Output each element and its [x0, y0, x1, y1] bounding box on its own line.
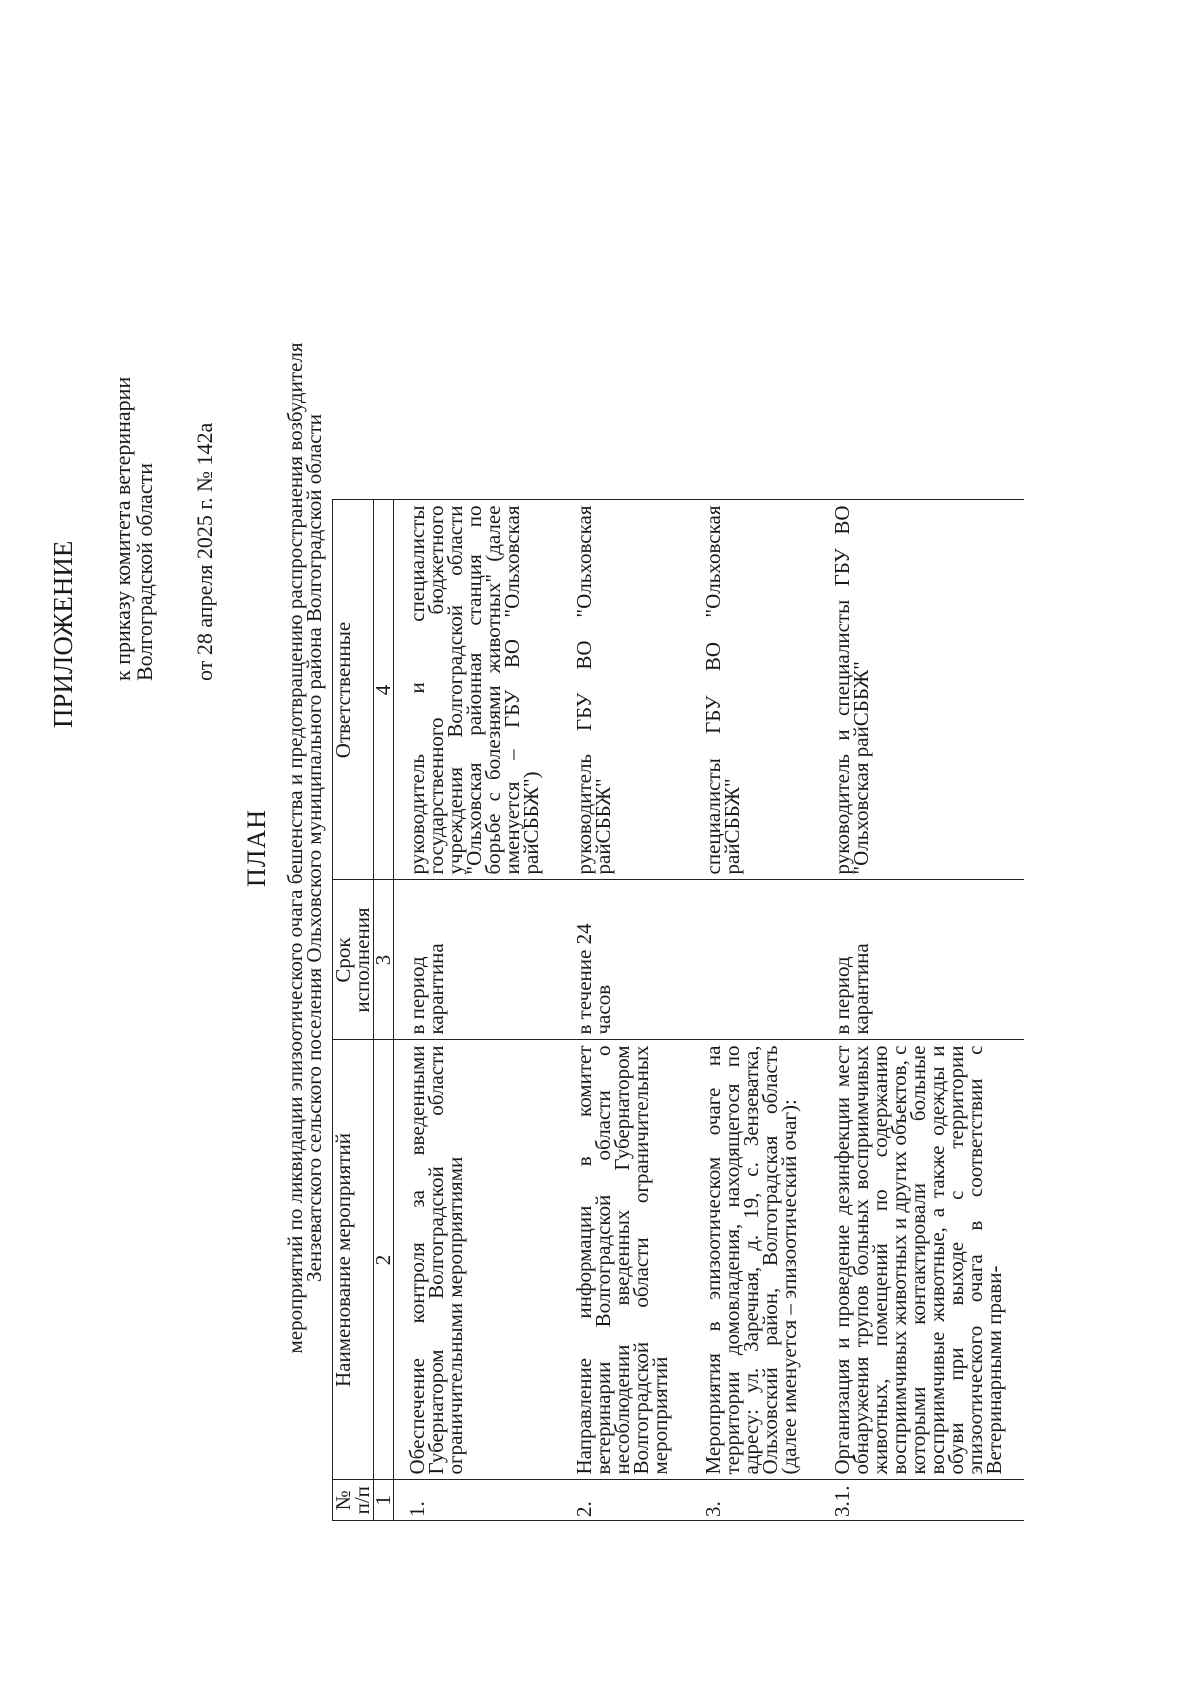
header-name: Наименование мероприятий: [333, 1040, 374, 1480]
row-responsible-line2: райСББЖ": [720, 778, 744, 875]
appendix-title: ПРИЛОЖЕНИЕ: [48, 540, 78, 728]
header-term: Срок исполнения: [333, 880, 374, 1040]
row-responsible: руководитель и специалисты государственного бюджетного учреждения Волгоградской области "Ольховская районная станция по борьбе с болезнями животных" (далее именуется – ГБУ ВО "Ольховская райСББЖ"): [394, 500, 562, 880]
row-measure: Обеспечение контроля за введенными Губернатором Волгоградской области ограничительными мероприятиями: [394, 1040, 562, 1480]
row-number: 3.: [690, 1480, 819, 1521]
col-number: 1: [374, 1480, 394, 1521]
row-term: [690, 880, 819, 1040]
column-number-row: [374, 500, 394, 1521]
row-number: 2.: [561, 1480, 690, 1521]
row-responsible-line1: руководитель ГБУ ВО "Ольховская: [572, 505, 596, 875]
row-measure: Направление информации в комитет ветеринарии Волгоградской области о несоблюдении введенных Губернатором Волгоградской области ограничительных мероприятий: [561, 1040, 690, 1480]
plan-subtitle-line1: мероприятий по ликвидации эпизоотического очага бешенства и предотвращению распространения возбудителя: [283, 342, 307, 1354]
row-responsible: [819, 500, 1024, 880]
order-reference-line1: к приказу комитета ветеринарии: [110, 376, 135, 681]
row-number: 3.1.: [819, 1480, 1024, 1521]
plan-heading: ПЛАН: [242, 809, 271, 887]
row-measure: Мероприятия в эпизоотическом очаге на территории домовладения, находящегося по адресу: ул. Заречная, д. 19, с. Зензеватка, Ольховский район, Волгоградская область (далее именуется – эпизоотический очаг):: [690, 1040, 819, 1480]
table-row: [690, 500, 819, 1521]
table-row: [561, 500, 690, 1521]
row-term: в период карантина: [819, 880, 1024, 1040]
order-reference-line2: Волгоградской области: [132, 463, 157, 681]
row-measure: Организация и проведение дезинфекции мест обнаружения трупов больных восприимчивых животных, помещений по содержанию восприимчивых животных и других объектов, с которыми контактировали больные восприимчивые животные, а также одежды и обуви при выходе с территории эпизоотического очага в соответствии с Ветеринарными прави-: [819, 1040, 1024, 1480]
row-responsible: [561, 500, 690, 880]
table-header-row: [333, 500, 374, 1521]
header-num: № п/п: [333, 1480, 374, 1521]
header-resp: Ответственные: [333, 500, 374, 880]
row-responsible-line1: руководитель и специалисты ГБУ ВО: [830, 505, 854, 875]
order-date-number: от 28 апреля 2025 г. № 142а: [192, 422, 217, 681]
table-row: [394, 500, 562, 1521]
col-number: 4: [374, 500, 394, 880]
row-number: 1.: [394, 1480, 562, 1521]
plan-subtitle-line2: Зензеватского сельского поселения Ольховского муниципального района Волгоградской области: [302, 414, 326, 1283]
col-number: 3: [374, 880, 394, 1040]
row-term: в течение 24 часов: [561, 880, 690, 1040]
row-responsible: [690, 500, 819, 880]
row-responsible-line2: райСББЖ": [591, 778, 615, 875]
table-row: [819, 500, 1024, 1521]
col-number: 2: [374, 1040, 394, 1480]
row-responsible-line2: "Ольховская райСББЖ": [849, 661, 873, 875]
row-term: в период карантина: [394, 880, 562, 1040]
plan-table: [332, 500, 1024, 1522]
row-responsible-line1: специалисты ГБУ ВО "Ольховская: [701, 505, 725, 875]
